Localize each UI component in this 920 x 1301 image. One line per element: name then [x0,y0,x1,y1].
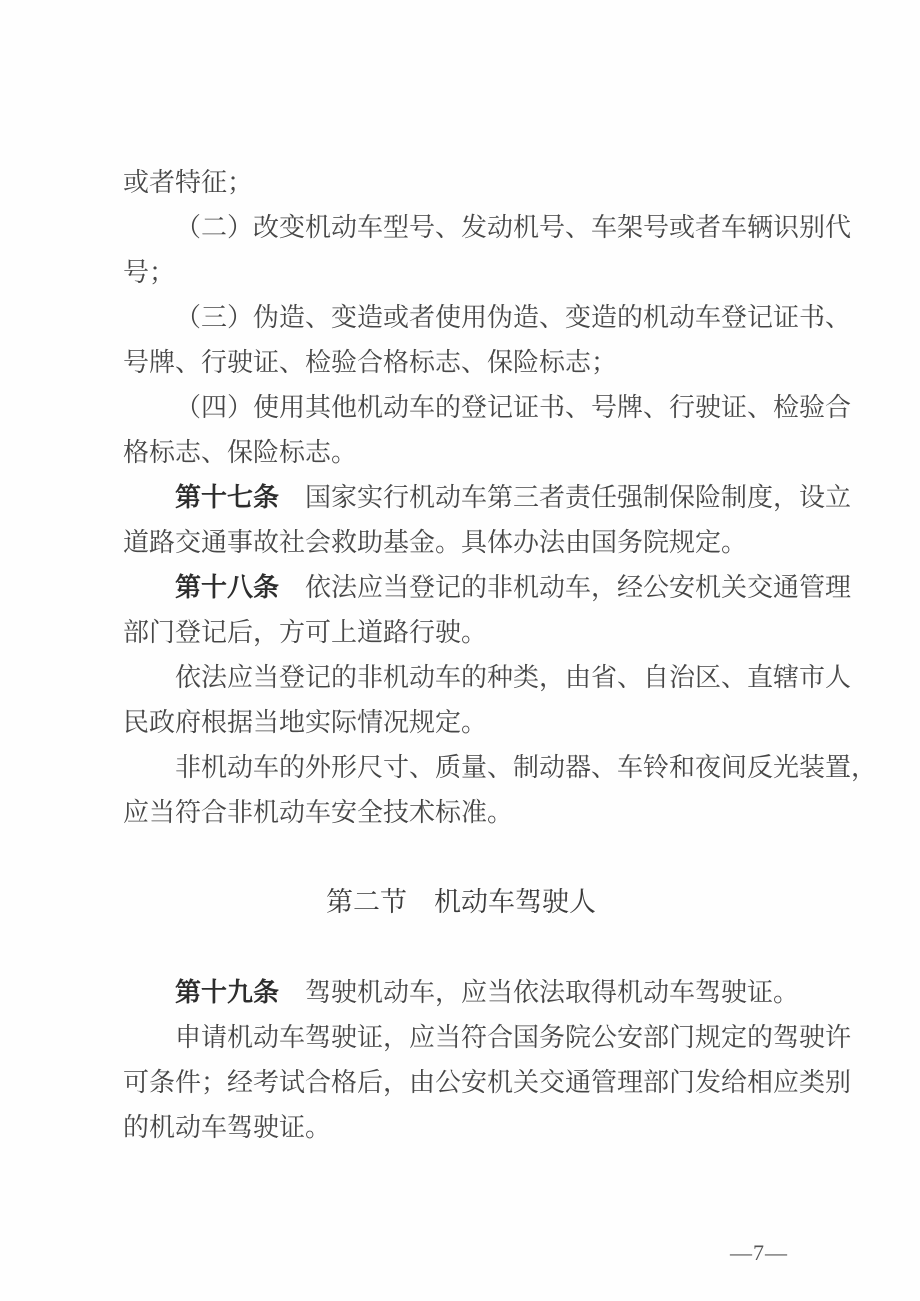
line-text: 民政府根据当地实际情况规定。 [123,708,488,737]
text-line [123,295,852,340]
line-text: （三）伪造、变造或者使用伪造、变造的机动车登记证书、 [175,303,852,332]
article-number: 第十九条 [175,977,280,1007]
line-text: （二）改变机动车型号、发动机号、车架号或者车辆识别代 [175,213,852,242]
text-line [123,205,852,250]
line-text: 驾驶机动车，应当依法取得机动车驾驶证。 [279,978,800,1007]
line-text: 或者特征； [123,168,254,197]
line-text: 部门登记后，方可上道路行驶。 [123,618,488,647]
text-line [123,1060,852,1105]
article-number: 第十八条 [175,572,280,602]
text-line [123,385,852,430]
text-line [123,160,799,205]
line-text: （四）使用其他机动车的登记证书、号牌、行驶证、检验合 [175,393,852,422]
line-text: 的机动车驾驶证。 [123,1113,332,1142]
vertical-gap [123,835,799,880]
text-line [123,610,799,655]
line-text: 号； [123,258,176,287]
text-line [123,475,852,520]
line-text: 国家实行机动车第三者责任强制保险制度，设立 [279,483,852,512]
body-text-block [123,160,878,1150]
text-line [123,565,852,610]
text-line [123,520,799,565]
line-text: 格标志、保险标志。 [123,438,358,467]
text-line [123,1015,852,1060]
page-number: —7— [730,1240,788,1265]
line-text: 道路交通事故社会救助基金。具体办法由国务院规定。 [123,528,748,557]
text-line [123,250,799,295]
line-text: 申请机动车驾驶证，应当符合国务院公安部门规定的驾驶许 [175,1023,852,1052]
article-number: 第十七条 [175,482,280,512]
line-text: 依法应当登记的非机动车，经公安机关交通管理 [279,573,852,602]
text-line [123,655,852,700]
line-text: 依法应当登记的非机动车的种类，由省、自治区、直辖市人 [175,663,852,692]
text-line [123,790,799,835]
text-line [123,700,799,745]
line-text: 应当符合非机动车安全技术标准。 [123,798,514,827]
vertical-gap [123,925,799,970]
line-text: 号牌、行驶证、检验合格标志、保险标志； [123,348,618,377]
text-line [123,1105,799,1150]
text-line [123,745,878,790]
line-text: 非机动车的外形尺寸、质量、制动器、车铃和夜间反光装置， [175,753,878,782]
line-text: 可条件；经考试合格后，由公安机关交通管理部门发给相应类别 [123,1068,852,1097]
text-line [123,430,799,475]
section-heading: 第二节 机动车驾驶人 [326,887,596,917]
text-line [123,340,799,385]
text-line [123,970,799,1015]
